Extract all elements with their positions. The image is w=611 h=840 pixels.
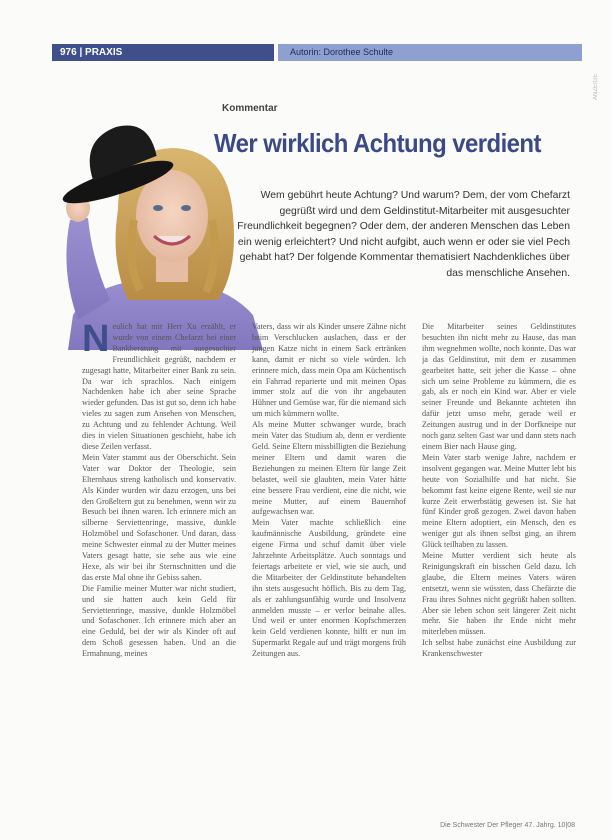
section-label: 976 | PRAXIS [52,44,274,61]
body-column-3 [422,322,576,822]
paragraph: Ich selbst habe zunächst eine Ausbildung zur Krankenschwester [422,638,576,659]
side-label: ANZEIGE [593,73,599,100]
paragraph: eulich hat mir Herr Xu erzählt, er wurde von einem Chefarzt bei einer Bankberatung mit ausgesuchter Freundlichkeit gegrüßt, nachdem er zugesagt hatte, Mitarbeiter einer Bank zu sein. Da war ich sprachlos. Nach einigem Nachdenken habe ich aber seine Sprache wieder gefunden. Das ist gut so, denn ich habe vieles zu sagen zum Ansehen von Menschen, zu Achtung und zu fehlender Achtung. Weil dies in vielen Situationen geschieht, habe ich diese Zeilen verfasst. [82,322,236,451]
article-headline: Wer wirklich Achtung verdient [214,128,541,158]
body-column-2 [252,322,406,822]
drop-cap: N [82,322,110,360]
article-body [82,322,576,822]
paragraph: Mein Vater stammt aus der Oberschicht. Sein Vater war Doktor der Theologie, sein Elternhaus streng katholisch und konservativ. Als Kinder wurden wir dazu erzogen, uns bei den Großeltern gut zu benehmen, wenn wir zu Besuch bei ihnen waren. Ich erinnere mich an silberne Serviettenringe, massive, dunkle Holzmöbel und Sofaschoner. Und daran, dass meine Schwester einmal zu der Mutter meines Vaters gesagt hatte, sie sehe aus wie eine Hexe, als wir bei ihr Sternschnitten und die das erste Mal ohne ihr Gebiss sahen. [82,452,236,582]
article-intro: Wem gebührt heute Achtung? Und warum? Dem, der vom Chefarzt gegrüßt wird und dem Geldinstitut-Mitarbeiter mit ausgesuchter Freundlichkeit begegnen? Oder dem, der anderen Menschen das Leben ein wenig erleichtert? Und nicht aufgibt, auch wenn er oder sie viel Pech gehabt hat? Der folgende Kommentar thematisiert Nachdenkliches über das menschliche Ansehen. [237,190,570,279]
paragraph: Die Familie meiner Mutter war nicht studiert, und sie hatten auch kein Geld für Serviettenringe, massive, dunkle Holzmöbel und Sofaschoner. Ich erinnere mich aber an eine Geduld, bei der wir als Kinder oft auf dem Schoß gesessen haben. Und an die Ermahnung, meines [82,583,236,659]
article-kicker: Kommentar [222,103,278,114]
header-bar [52,44,582,61]
author-label: Autorin: Dorothee Schulte [278,44,582,61]
paragraph: Vaters, dass wir als Kinder unsere Zähne nicht beim Verschlucken auslachen, dass er der jungen Katze nicht in einem Sack ertränken kann, damit er nicht so viele würden. Ich erinnere mich, dass mein Opa am Küchentisch ein Fahrrad reparierte und mit meinen Opas immer stolz auf die von ihr angebauten Hühner und Gemüse war, für die niemand sich um mich kümmern wollte. [252,322,406,419]
paragraph: Als meine Mutter schwanger wurde, brach mein Vater das Studium ab, denn er verdiente Geld. Seine Eltern missbilligten die Beziehung meiner Eltern und damit waren die Beziehungen zu meinen Eltern für lange Zeit belastet, weil sie glaubten, mein Vater hätte eine bessere Frau verdient, eine die nicht, wie meine Mutter, auf einem Bauernhof aufgewachsen war. [252,420,406,517]
paragraph: Die Mitarbeiter seines Geldinstitutes besuchten ihn nicht mehr zu Hause, das man ihm wegnehmen wollte, noch konnte. Das war ja das Geldinstitut, mit dem er zusammen gearbeitet hatte, seit jeher die Kasse – ohne sich um seine Probleme zu kümmern, die es gab, als er noch ein Kind war. Aber er viele seiner Freunde und Bekannte achteten ihn dafür jetzt umso mehr, gerade weil er Zeitungen austrug und in der Dorfkneipe nur noch ganz selten Gast war und dann stets nach einem Bier nach Hause ging. [422,322,576,451]
page-footer: Die Schwester Der Pfleger 47. Jahrg. 10|08 [440,822,575,829]
body-column-1 [82,322,236,822]
paragraph: Mein Vater starb wenige Jahre, nachdem er insolvent gegangen war. Meine Mutter lebt bis heute von Sozialhilfe und hat nicht. Sie bekommt fast keine eigene Rente, weil sie nur kurze Zeit erwerbstätig gewesen ist. Sie hat fünf Kinder groß gezogen. Zwei davon haben meine Eltern adoptiert, ein Mensch, den es weniger gut als ihnen selbst ging, an ihrem Glück teilhaben zu lassen. [422,452,576,550]
paragraph: Mein Vater machte schließlich eine kaufmännische Ausbildung, gründete eine eigene Firma und schuf damit über viele Jahrzehnte Arbeitsplätze. Auch sonntags und feiertags arbeitete er viel, wie sie auch, und die Mitarbeiter der Geldinstitute behandelten ihn stets ausgesucht höflich. Bis zu dem Tag, als er zahlungsunfähig wurde und Insolvenz anmelden musste – er verlor beinahe alles. Und weil er unter enormen Kopfschmerzen kein Geld verdienen konnte, hilft er nun im Supermarkt Regale auf und trägt morgens früh Zeitungen aus. [252,518,406,659]
paragraph: Meine Mutter verdient sich heute als Reinigungskraft ein bisschen Geld dazu. Ich glaube, die Eltern meines Vaters wären entsetzt, wenn sie wüssten, dass Chefärzte die Frau ihres Sohnes nicht gegrüßt haben sollten. Aber sie leben schon seit längerer Zeit nicht mehr. Sie haben ihr Ende nicht mehr miterleben müssen. [422,551,576,637]
